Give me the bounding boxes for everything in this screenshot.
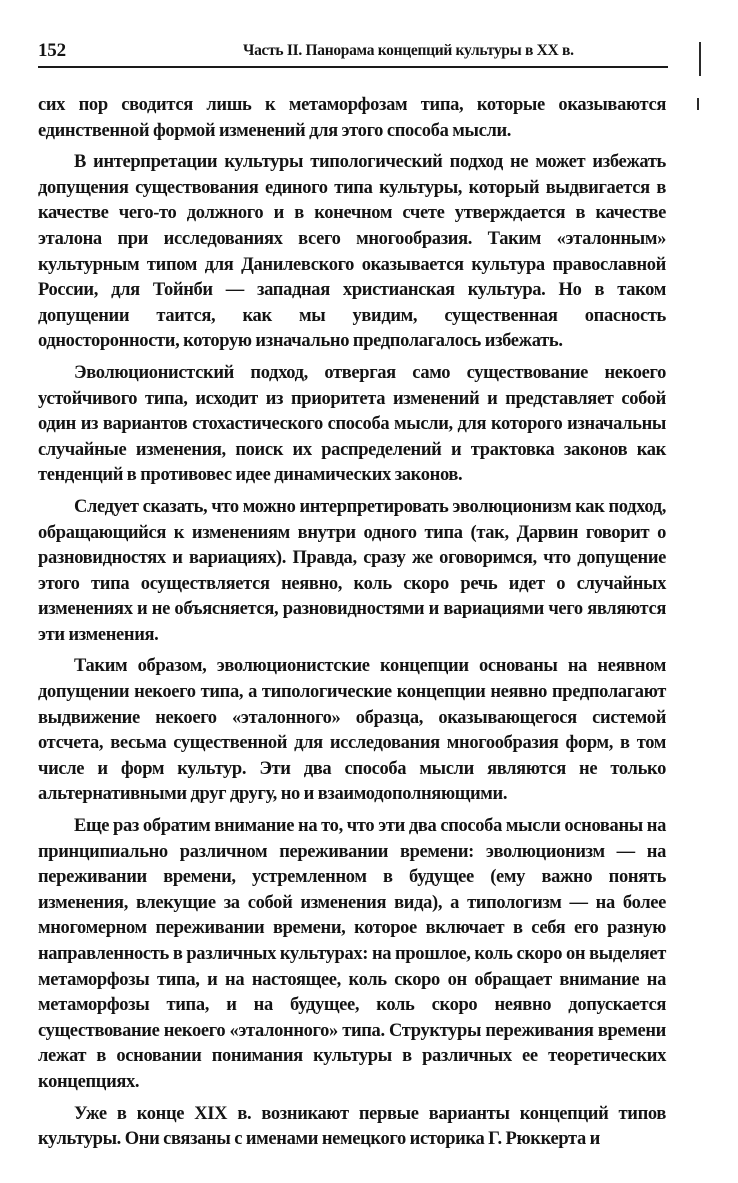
paragraph: Следует сказать, что можно интерпретировать эволюционизм как подход, обращающийся к изменениям внутри одного типа (так, Дарвин говорит о разновидностях и вариациях). Правда, сразу же оговоримся, что допущение этого типа осуществляется неявно, коль скоро речь идет о случайных изменениях и не объясняется, разновидностями и вариациями чего являются эти изменения. [38,496,666,645]
paragraph: Еще раз обратим внимание на то, что эти два способа мысли основаны на принципиально различном переживании времени: эволюционизм — на переживании времени, устремленном в будущее (ему важно понять изменения, влекущие за собой изменения вида), а типологизм — на более многомерном переживании времени, которое включает в себя его разную направленность в различных культурах: на прошлое, коль скоро он выделяет метаморфозы типа, и на настоящее, коль скоро он обращает внимание на метаморфозы типа, и на будущее, коль скоро неявно допускается существование некоего «эталонного» типа. Структуры переживания времени лежат в основании понимания культуры в различных ее теоретических концепциях. [38,816,666,1092]
margin-scan-mark [697,98,699,110]
page-number: 152 [38,40,66,61]
paragraph-continued: сих пор сводится лишь к метаморфозам типа, которые оказываются единственной формой изменений для этого способа мысли. [38,95,666,141]
paragraph: В интерпретации культуры типологический подход не может избежать допущения существования единого типа культуры, который выдвигается в качестве чего-то должного и в конечном счете утверждается в качестве эталона при исследованиях всего многообразия. Таким «эталонным» культурным типом для Данилевского оказывается культура православной России, для Тойнби — западная христианская культура. Но в таком допущении таится, как мы увидим, существенная опасность односторонности, которую изначально предполагалось избежать. [38,152,666,352]
margin-scan-mark [699,42,701,76]
paragraph: Таким образом, эволюционистские концепции основаны на неявном допущении некоего типа, а типологические концепции неявно предполагают выдвижение некоего «эталонного» образца, оказывающегося системой отсчета, весьма существенной для исследования многообразия форм, в том числе и форм культур. Эти два способа мысли являются не только альтернативными друг другу, но и взаимодополняющими. [38,656,666,805]
paragraph: Уже в конце XIX в. возникают первые варианты концепций типов культуры. Они связаны с именами немецкого историка Г. Рюккерта и [38,1103,666,1150]
body-text [38,93,666,1159]
header-divider [38,66,668,68]
page-header [38,40,666,66]
running-title: Часть II. Панорама концепций культуры в XX в. [243,42,574,59]
paragraph: Эволюционистский подход, отвергая само существование некоего устойчивого типа, исходит из приоритета изменений и представляет собой один из вариантов стохастического способа мысли, для которого изначальны случайные изменения, поиск их распределений и трактовка законов как тенденций в противовес идее динамических законов. [38,362,666,486]
